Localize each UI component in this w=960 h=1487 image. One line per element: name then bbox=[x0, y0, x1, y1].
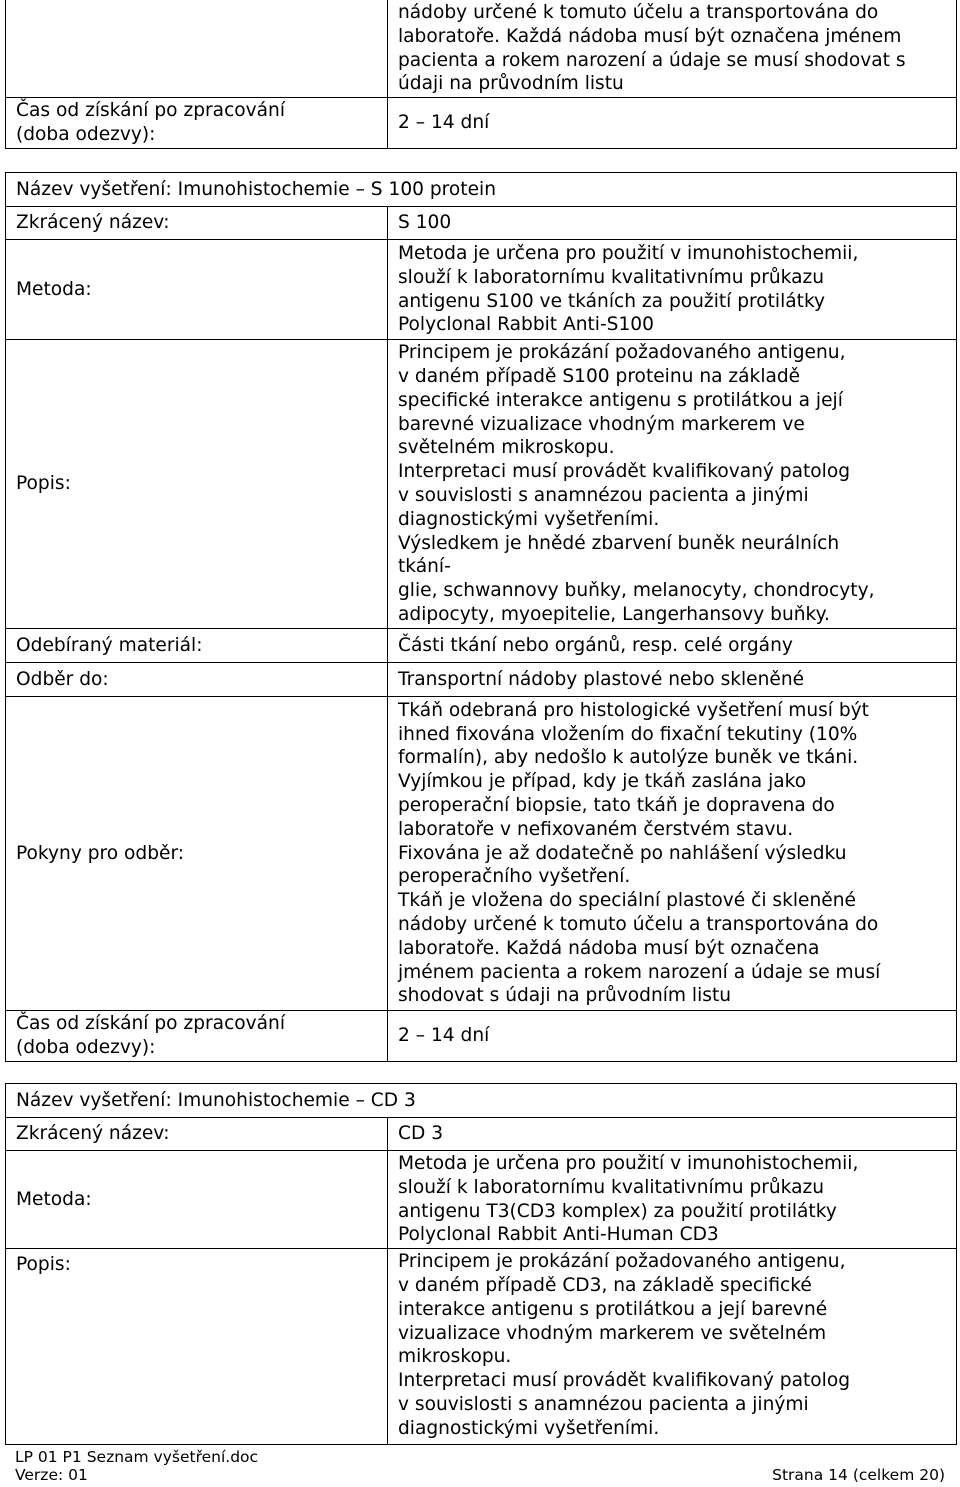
s100-title: Název vyšetření: Imunohistochemie – S 100 protein bbox=[6, 173, 957, 207]
s100-odber-label: Odběr do: bbox=[6, 663, 388, 697]
s100-zkraceny-value: S 100 bbox=[388, 207, 957, 240]
s100-popis-label: Popis: bbox=[6, 340, 388, 629]
footer-version: Verze: 01 bbox=[15, 1466, 88, 1484]
footer-filename: LP 01 P1 Seznam vyšetření.doc bbox=[15, 1448, 259, 1466]
s100-zkraceny-label: Zkrácený název: bbox=[6, 207, 388, 240]
s100-material-label: Odebíraný materiál: bbox=[6, 629, 388, 663]
top-table bbox=[5, 0, 957, 149]
page-footer bbox=[15, 1448, 945, 1484]
footer-page-number: Strana 14 (celkem 20) bbox=[772, 1466, 945, 1484]
cd3-title: Název vyšetření: Imunohistochemie – CD 3 bbox=[6, 1084, 957, 1118]
footer-row bbox=[15, 1466, 945, 1484]
cd3-zkraceny-value: CD 3 bbox=[388, 1118, 957, 1151]
cd3-table bbox=[5, 1083, 957, 1445]
s100-cas-label: Čas od získání po zpracování (doba odezvy): bbox=[6, 1011, 388, 1062]
top-cas-label-text: Čas od získání po zpracování (doba odezvy): bbox=[16, 100, 286, 145]
cd3-popis-label: Popis: bbox=[6, 1249, 388, 1445]
s100-metoda-label: Metoda: bbox=[6, 240, 388, 340]
s100-odber-value: Transportní nádoby plastové nebo skleněné bbox=[388, 663, 957, 697]
s100-pokyny-value: Tkáň odebraná pro histologické vyšetření musí být ihned fixována vložením do fixační tekutiny (10% formalín), aby nedošlo k autolýze buněk ve tkáni. Vyjímkou je případ, kdy je tkáň zaslána jako peroperační biopsie, tato tkáň je dopravena do laboratoře v nefixovaném čerstvém stavu. Fixována je až dodatečně po nahlášení výsledku peroperačního vyšetření. Tkáň je vložena do speciální plastové či skleněné nádoby určené k tomuto účelu a transportována do laboratoře. Každá nádoba musí být označena jménem pacienta a rokem narození a údaje se musí shodovat s údaji na průvodním listu bbox=[388, 697, 957, 1011]
cd3-metoda-value: Metoda je určena pro použití v imunohistochemii, slouží k laboratornímu kvalitativnímu průkazu antigenu T3(CD3 komplex) za použití protilátky Polyclonal Rabbit Anti-Human CD3 bbox=[388, 1151, 957, 1249]
top-cas-value: 2 – 14 dní bbox=[388, 98, 957, 149]
s100-metoda-value: Metoda je určena pro použití v imunohistochemii, slouží k laboratornímu kvalitativnímu průkazu antigenu S100 ve tkáních za použití protilátky Polyclonal Rabbit Anti-S100 bbox=[388, 240, 957, 340]
cd3-popis-value: Principem je prokázání požadovaného antigenu, v daném případě CD3, na základě specifické interakce antigenu s protilátkou a její barevné vizualizace vhodným markerem ve světelném mikroskopu. Interpretaci musí provádět kvalifikovaný patolog v souvislosti s anamnézou pacienta a jinými diagnostickými vyšetřeními. bbox=[388, 1249, 957, 1445]
s100-cas-value: 2 – 14 dní bbox=[388, 1011, 957, 1062]
s100-table bbox=[5, 172, 957, 1062]
s100-popis-value: Principem je prokázání požadovaného antigenu, v daném případě S100 proteinu na základě specifické interakce antigenu s protilátkou a její barevné vizualizace vhodným markerem ve světelném mikroskopu. Interpretaci musí provádět kvalifikovaný patolog v souvislosti s anamnézou pacienta a jinými diagnostickými vyšetřeními. Výsledkem je hnědé zbarvení buněk neurálních tkání- glie, schwannovy buňky, melanocyty, chondrocyty, adipocyty, myoepitelie, Langerhansovy buňky. bbox=[388, 340, 957, 629]
cd3-zkraceny-label: Zkrácený název: bbox=[6, 1118, 388, 1151]
top-pokyny-continued: nádoby určené k tomuto účelu a transportována do laboratoře. Každá nádoba musí být označena jménem pacienta a rokem narození a údaje se musí shodovat s údaji na průvodním listu bbox=[388, 0, 957, 98]
top-empty-label-cell bbox=[6, 0, 388, 98]
cd3-metoda-label: Metoda: bbox=[6, 1151, 388, 1249]
top-cas-label bbox=[6, 98, 388, 149]
s100-pokyny-label: Pokyny pro odběr: bbox=[6, 697, 388, 1011]
s100-material-value: Části tkání nebo orgánů, resp. celé orgány bbox=[388, 629, 957, 663]
